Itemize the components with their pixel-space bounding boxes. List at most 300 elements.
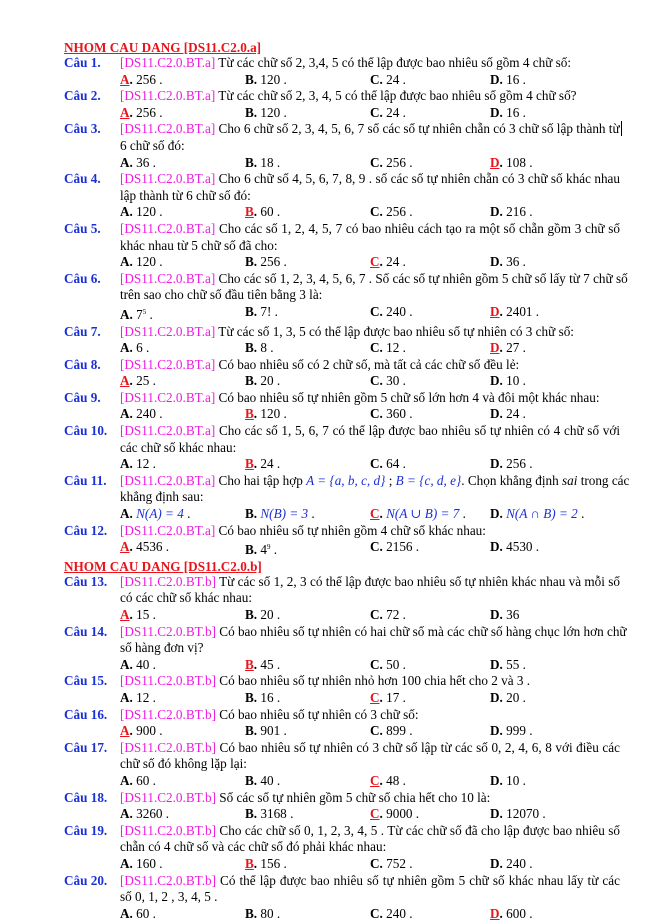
option-b[interactable] [245, 506, 370, 523]
option-value: 36 . [502, 254, 526, 270]
option-d[interactable] [490, 406, 615, 423]
answer-options [64, 607, 620, 624]
option-d[interactable] [490, 906, 615, 922]
letter-dot: . [129, 204, 133, 220]
option-value: 27 . [502, 340, 526, 356]
option-value: 120 . [257, 406, 287, 422]
answer-options [64, 456, 620, 473]
letter-dot: . [499, 154, 503, 170]
option-d[interactable] [490, 105, 615, 122]
letter-dot: . [379, 689, 383, 705]
question-line [64, 55, 620, 72]
option-letter [490, 373, 503, 388]
option-letter [490, 105, 503, 120]
letter-dot: . [129, 456, 133, 472]
option-a[interactable] [120, 607, 245, 624]
letter-dot: . [379, 656, 383, 672]
option-c[interactable] [370, 806, 490, 823]
correct-answer-letter [370, 506, 383, 521]
option-d[interactable] [490, 304, 615, 324]
option-c[interactable] [370, 254, 490, 271]
option-letter [245, 373, 257, 388]
question-text [120, 324, 620, 341]
option-b[interactable] [245, 72, 370, 89]
letter-dot: . [253, 656, 258, 672]
option-b[interactable] [245, 539, 370, 559]
question-number: Câu 10. [64, 423, 108, 439]
answer-options [64, 254, 620, 271]
letter: A [120, 154, 130, 170]
question-stem: Số các số tự nhiên gồm 5 chữ số chia hết cho 10 là: [215, 789, 491, 805]
option-value: 50 . [382, 656, 406, 672]
option-value: 30 . [382, 373, 406, 389]
option-letter [245, 690, 257, 705]
letter-dot: . [129, 723, 133, 739]
option-letter [490, 456, 503, 471]
option-b[interactable] [245, 723, 370, 740]
letter: C [370, 855, 380, 871]
option-letter [245, 105, 257, 120]
question-number: Câu 19. [64, 822, 108, 838]
option-letter [120, 456, 133, 471]
option-value: 600 . [502, 905, 533, 921]
letter: B [245, 772, 254, 788]
option-b[interactable] [245, 856, 370, 873]
letter-dot: . [129, 689, 133, 705]
option-c[interactable] [370, 906, 490, 922]
letter-dot: . [499, 303, 503, 319]
option-value: 72 . [382, 607, 406, 622]
option-b[interactable] [245, 456, 370, 473]
option-letter [490, 607, 503, 622]
letter-dot: . [129, 539, 133, 555]
question [64, 523, 620, 559]
option-c[interactable] [370, 105, 490, 122]
option-d[interactable] [490, 723, 615, 740]
question-number: Câu 1. [64, 55, 101, 70]
option-letter [370, 906, 383, 921]
letter: A [120, 806, 130, 822]
option-b[interactable] [245, 657, 370, 674]
letter-dot: . [499, 254, 503, 270]
option-b[interactable] [245, 373, 370, 390]
question-continuation: số hàng đơn vị? [120, 640, 204, 656]
question [64, 673, 620, 706]
option-value: 24 . [257, 456, 281, 472]
option-c[interactable] [370, 304, 490, 324]
answer-options [64, 105, 620, 122]
question-line [64, 423, 620, 440]
question-number: Câu 12. [64, 522, 108, 538]
letter-dot: . [129, 154, 133, 170]
letter: A [120, 254, 130, 270]
question-stem: Từ các chữ số 2, 3,4, 5 có thể lập được bao nhiêu số gồm 4 chữ số: [215, 55, 572, 70]
question-line [64, 324, 620, 341]
letter: D [490, 723, 500, 739]
option-value: 7! . [257, 303, 278, 319]
answer-options [64, 155, 620, 172]
letter: A [120, 456, 130, 472]
question-text [120, 121, 622, 138]
correct-answer-letter [370, 806, 383, 821]
letter: B [245, 607, 254, 622]
correct-answer-letter [370, 773, 383, 788]
question [64, 121, 620, 171]
letter-dot: . [129, 806, 133, 822]
set-expression: B = {c, d, e} [395, 472, 462, 488]
letter-dot: . [253, 456, 258, 472]
answer-options [64, 373, 620, 390]
option-suffix: . [459, 506, 466, 522]
option-a[interactable] [120, 304, 245, 324]
letter: B [245, 542, 254, 558]
question-stem: Có bao nhiêu số tự nhiên gồm 4 chữ số khác nhau: [215, 522, 486, 538]
correct-answer-letter [120, 539, 133, 554]
question-text [120, 55, 620, 72]
option-letter [120, 254, 133, 269]
letter-dot: . [253, 71, 258, 87]
question-stem: Cho 6 chữ số 2, 3, 4, 5, 6, 7 số các số tự nhiên chẵn có 3 chữ số lập thành từ [215, 121, 620, 137]
option-d[interactable] [490, 340, 615, 357]
question-tag: [DS11.C2.0.BT.a] [120, 220, 216, 236]
option-value: 25 . [132, 373, 156, 389]
letter: A [120, 104, 130, 120]
answer-options [64, 406, 620, 423]
option-c[interactable] [370, 856, 490, 873]
option-a[interactable] [120, 690, 245, 707]
option-letter [490, 657, 503, 672]
question-stem: Có bao nhiêu số tự nhiên có 3 chữ số: [215, 706, 419, 722]
letter-dot: . [253, 104, 258, 120]
option-c[interactable] [370, 456, 490, 473]
option-letter [490, 72, 503, 87]
option-b[interactable] [245, 105, 370, 122]
option-letter [490, 204, 503, 219]
option-value: 24 . [382, 104, 406, 120]
option-value: 999 . [502, 723, 533, 739]
letter-dot: . [129, 254, 133, 270]
letter: A [120, 340, 130, 356]
option-c[interactable] [370, 373, 490, 390]
option-value: 60 . [132, 905, 156, 921]
letter: A [120, 723, 130, 739]
option-b[interactable] [245, 340, 370, 357]
option-math: N(B) = 3 [260, 506, 309, 522]
option-letter [370, 456, 383, 471]
option-d[interactable] [490, 607, 615, 624]
option-value: 60 . [132, 772, 156, 788]
option-letter [490, 723, 503, 738]
correct-answer-letter [120, 607, 133, 622]
option-b[interactable] [245, 806, 370, 823]
correct-answer-letter [245, 657, 257, 672]
section-heading: NHOM CAU DANG [DS11.C2.0.a] [64, 40, 262, 55]
letter-dot: . [379, 204, 383, 220]
option-a[interactable] [120, 506, 245, 523]
option-a[interactable] [120, 155, 245, 172]
letter-dot: . [253, 254, 258, 270]
option-c[interactable] [370, 406, 490, 423]
option-letter [120, 506, 133, 521]
letter: D [490, 406, 500, 422]
letter: B [245, 855, 254, 871]
option-a[interactable] [120, 856, 245, 873]
letter-dot: . [253, 373, 258, 389]
option-a[interactable] [120, 456, 245, 473]
question [64, 623, 627, 674]
option-value: 256 . [132, 71, 163, 87]
letter: C [370, 772, 380, 788]
option-c[interactable] [370, 607, 490, 624]
question-text [120, 790, 620, 807]
question-number: Câu 7. [64, 323, 101, 339]
question [64, 324, 620, 357]
letter: D [490, 204, 500, 220]
question-stem: Từ các số 1, 2, 3 có thể lập được bao nhiêu số tự nhiên khác nhau và mỗi số [215, 573, 620, 589]
letter-dot: . [379, 806, 383, 822]
set-expression: A = {a, b, c, d} [306, 472, 386, 488]
option-d[interactable] [490, 539, 615, 559]
question-stem: Có bao nhiêu số tự nhiên có 3 chữ số lập từ các số 0, 2, 4, 6, 8 với điều các [215, 739, 620, 755]
letter-dot: . [499, 104, 503, 120]
answer-options [64, 72, 620, 89]
option-value: 2156 . [382, 539, 420, 555]
answer-options [64, 539, 620, 559]
option-b[interactable] [245, 304, 370, 324]
question-line [64, 623, 627, 641]
option-value: 40 . [257, 772, 281, 788]
option-a[interactable] [120, 72, 245, 89]
option-letter [245, 806, 257, 821]
question-tag: [DS11.C2.0.BT.a] [120, 121, 216, 137]
letter-dot: . [253, 542, 258, 558]
question-stem: Có bao nhiêu số có 2 chữ số, mà tất cả các chữ số đều lẻ: [215, 356, 520, 372]
question [64, 357, 620, 390]
question [64, 88, 620, 121]
option-d[interactable] [490, 773, 615, 790]
letter: C [370, 254, 380, 270]
letter-dot: . [379, 373, 383, 389]
option-c[interactable] [370, 72, 490, 89]
option-d[interactable] [490, 856, 615, 873]
option-d[interactable] [490, 690, 615, 707]
option-value: 2401 . [502, 303, 540, 319]
option-d[interactable] [490, 254, 615, 271]
question-tag: [DS11.C2.0.BT.b] [120, 789, 216, 805]
option-letter [490, 406, 503, 421]
option-value: 16 . [257, 689, 281, 705]
letter-dot: . [499, 406, 503, 422]
option-a[interactable] [120, 657, 245, 674]
option-b[interactable] [245, 155, 370, 172]
question-line [64, 171, 620, 188]
question-line [64, 873, 620, 890]
letter-dot: . [379, 340, 383, 356]
letter-dot: . [129, 340, 133, 356]
option-b[interactable] [245, 690, 370, 707]
correct-answer-letter [245, 456, 257, 471]
option-b[interactable] [245, 773, 370, 790]
option-value: 40 . [132, 656, 156, 672]
option-letter [245, 72, 257, 87]
option-c[interactable] [370, 657, 490, 674]
letter: D [490, 539, 500, 555]
letter-dot: . [253, 406, 258, 422]
letter: C [370, 154, 380, 170]
question-number: Câu 6. [64, 270, 101, 286]
letter-dot: . [379, 104, 383, 120]
option-d[interactable] [490, 456, 615, 473]
option-a[interactable] [120, 539, 245, 559]
letter: B [245, 254, 254, 270]
option-d[interactable] [490, 204, 615, 221]
option-c[interactable] [370, 204, 490, 221]
option-a[interactable] [120, 373, 245, 390]
letter: D [490, 656, 500, 672]
question-stem: Cho các số 1, 2, 3, 4, 5, 6, 7 . Số các số tự nhiên gồm 5 chữ số lấy từ 7 chữ số [215, 270, 628, 286]
question-continuation: 6 chữ số đó: [120, 137, 185, 153]
letter: A [120, 607, 130, 622]
question-line [64, 707, 620, 724]
option-d[interactable] [490, 506, 615, 523]
option-a[interactable] [120, 723, 245, 740]
option-b[interactable] [245, 204, 370, 221]
option-letter [120, 806, 133, 821]
option-letter [370, 155, 383, 170]
question-line [64, 523, 620, 540]
letter: B [245, 373, 254, 389]
letter: B [245, 340, 254, 356]
option-suffix: . [146, 306, 153, 322]
question-tag: [DS11.C2.0.BT.b] [120, 739, 216, 755]
question-tag: [DS11.C2.0.BT.a] [120, 323, 216, 339]
option-value: 360 . [382, 406, 413, 422]
question-number: Câu 8. [64, 356, 101, 372]
option-value: 36 [502, 607, 520, 622]
letter-dot: . [499, 689, 503, 705]
option-d[interactable] [490, 373, 615, 390]
question-continuation: các chữ số khác nhau: [120, 439, 237, 455]
question-continuation: số 0, 1, 2 , 3, 4, 5 . [120, 889, 218, 905]
option-value: 900 . [132, 723, 163, 739]
question-stem: Cho các chữ số 0, 1, 2, 3, 4, 5 . Từ các chữ số đã cho lập được bao nhiêu số [215, 822, 620, 838]
question-line [64, 740, 620, 757]
question-line [64, 88, 620, 105]
question-line [64, 121, 620, 138]
letter-dot: . [499, 772, 503, 788]
option-math: N(A ∪ B) = 7 [386, 506, 460, 522]
question-tag: [DS11.C2.0.BT.a] [120, 423, 216, 439]
letter: C [370, 340, 380, 356]
question-tag: [DS11.C2.0.BT.a] [120, 171, 216, 187]
option-d[interactable] [490, 72, 615, 89]
letter-dot: . [129, 506, 133, 522]
option-suffix: . [183, 506, 191, 522]
option-c[interactable] [370, 539, 490, 559]
option-letter [370, 204, 383, 219]
letter: D [490, 506, 500, 522]
option-d[interactable] [490, 806, 615, 823]
letter: B [245, 806, 254, 822]
letter: C [370, 406, 380, 422]
option-d[interactable] [490, 657, 615, 674]
question-stem: Có bao nhiêu số tự nhiên có hai chữ số mà các chữ số hàng chục lớn hơn chữ [215, 623, 627, 639]
option-value: 216 . [502, 204, 533, 220]
option-value: 8 . [257, 340, 274, 356]
answer-options [64, 340, 620, 357]
option-c[interactable] [370, 340, 490, 357]
letter: C [370, 905, 380, 921]
option-b[interactable] [245, 254, 370, 271]
letter-dot: . [379, 539, 383, 555]
option-a[interactable] [120, 406, 245, 423]
option-value: 160 . [132, 855, 163, 871]
option-letter [370, 373, 383, 388]
letter-dot: . [379, 254, 383, 270]
option-a[interactable] [120, 773, 245, 790]
letter-dot: . [379, 905, 383, 921]
option-a[interactable] [120, 906, 245, 922]
option-a[interactable] [120, 254, 245, 271]
letter-dot: . [499, 456, 503, 472]
letter-dot: . [129, 607, 133, 622]
question-tag: [DS11.C2.0.BT.a] [120, 522, 216, 538]
option-a[interactable] [120, 204, 245, 221]
letter-dot: . [379, 607, 383, 622]
option-a[interactable] [120, 806, 245, 823]
letter-dot: . [379, 855, 383, 871]
letter: C [370, 373, 380, 389]
option-letter [490, 506, 503, 521]
option-letter [120, 340, 133, 355]
option-value: 16 . [502, 71, 526, 87]
option-letter [245, 340, 257, 355]
question [64, 270, 628, 324]
option-b[interactable] [245, 607, 370, 624]
option-letter [370, 657, 383, 672]
option-c[interactable] [370, 773, 490, 790]
correct-answer-letter [490, 340, 503, 355]
option-a[interactable] [120, 340, 245, 357]
question-tag: [DS11.C2.0.BT.b] [120, 673, 216, 689]
question-tag: [DS11.C2.0.BT.a] [120, 472, 216, 488]
question-line [64, 790, 620, 807]
option-value: 256 . [132, 104, 163, 120]
question-stem: Cho các số 1, 5, 6, 7 có thể lập được bao nhiêu số tự nhiên có 4 chữ số với [215, 423, 620, 439]
letter: D [490, 905, 500, 921]
question [64, 423, 620, 473]
option-value: 45 . [257, 656, 281, 672]
option-c[interactable] [370, 690, 490, 707]
letter-dot: . [253, 506, 258, 522]
option-d[interactable] [490, 155, 615, 172]
option-c[interactable] [370, 723, 490, 740]
option-a[interactable] [120, 105, 245, 122]
letter-dot: . [499, 855, 503, 871]
letter: B [245, 204, 254, 220]
option-value: 15 . [132, 607, 156, 622]
question-continuation: khẳng định sau: [120, 489, 204, 505]
option-c[interactable] [370, 506, 490, 523]
question-line [64, 270, 628, 288]
option-c[interactable] [370, 155, 490, 172]
letter-dot: . [379, 71, 383, 87]
option-letter [120, 690, 133, 705]
option-b[interactable] [245, 406, 370, 423]
option-b[interactable] [245, 906, 370, 922]
question-text-part: Cho hai tập hợp [215, 472, 307, 488]
option-value: 24 . [382, 254, 406, 270]
